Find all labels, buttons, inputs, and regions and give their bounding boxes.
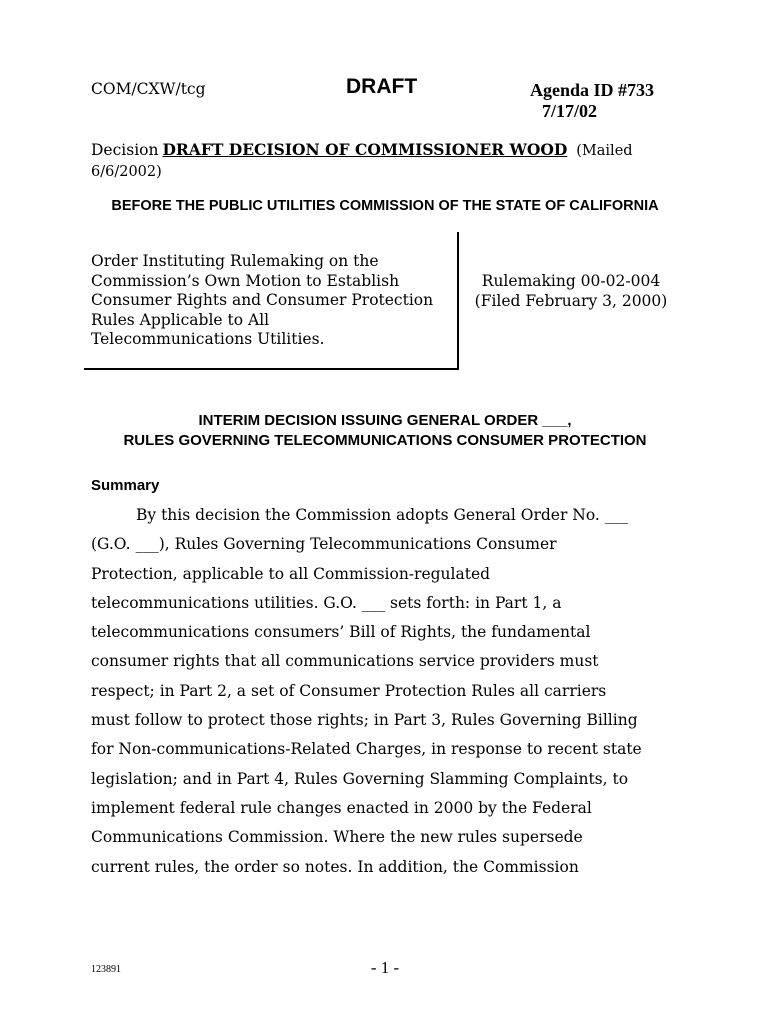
caption-horizontal-rule — [84, 368, 459, 370]
body-line: Communications Commission. Where the new rules supersede — [91, 828, 583, 847]
commission-heading: BEFORE THE PUBLIC UTILITIES COMMISSION OF THE STATE OF CALIFORNIA — [111, 198, 659, 214]
footer-document-id: 123891 — [91, 964, 121, 975]
interim-decision-title — [0, 411, 770, 451]
decision-prefix: Decision — [91, 141, 159, 159]
caption-left-line: Telecommunications Utilities. — [91, 330, 325, 349]
agenda-date: 7/17/02 — [542, 101, 598, 121]
body-line: for Non-communications-Related Charges, in response to recent state — [91, 740, 642, 759]
caption-left-line: Consumer Rights and Consumer Protection — [91, 291, 434, 310]
body-line: Protection, applicable to all Commission-regulated — [91, 564, 491, 583]
caption-left — [91, 252, 457, 350]
summary-heading: Summary — [91, 477, 160, 494]
caption-left-line: Rules Applicable to All — [91, 310, 270, 329]
header-docket-initials: COM/CXW/tcg — [91, 80, 206, 98]
agenda-id: Agenda ID #733 — [530, 80, 655, 100]
body-line: (G.O. ___), Rules Governing Telecommunications Consumer — [91, 535, 557, 554]
summary-paragraph — [91, 501, 681, 882]
body-line: telecommunications consumers’ Bill of Rights, the fundamental — [91, 623, 591, 642]
filed-date: (Filed February 3, 2000) — [474, 291, 668, 310]
caption-left-line: Commission’s Own Motion to Establish — [91, 271, 400, 290]
decision-title: DRAFT DECISION OF COMMISSIONER WOOD — [162, 140, 568, 159]
body-line: respect; in Part 2, a set of Consumer Protection Rules all carriers — [91, 681, 607, 700]
page-number: - 1 - — [370, 958, 400, 977]
caption-right — [460, 272, 682, 311]
draft-label: DRAFT — [346, 75, 418, 98]
decision-line — [91, 140, 681, 182]
mailed-date: (Mailed 6/6/2002) — [91, 143, 633, 180]
body-line: By this decision the Commission adopts General Order No. ___ — [136, 506, 629, 524]
body-line: legislation; and in Part 4, Rules Governing Slamming Complaints, to — [91, 769, 629, 788]
caption-vertical-rule — [457, 232, 459, 370]
interim-title-line: RULES GOVERNING TELECOMMUNICATIONS CONSUMER PROTECTION — [123, 432, 647, 449]
agenda-block — [530, 80, 654, 122]
caption-left-line: Order Instituting Rulemaking on the — [91, 252, 379, 270]
body-line: must follow to protect those rights; in Part 3, Rules Governing Billing — [91, 711, 638, 730]
body-line: telecommunications utilities. G.O. ___ sets forth: in Part 1, a — [91, 593, 562, 612]
body-line: consumer rights that all communications service providers must — [91, 652, 599, 671]
body-line: implement federal rule changes enacted in 2000 by the Federal — [91, 798, 592, 817]
interim-title-line: INTERIM DECISION ISSUING GENERAL ORDER ___, — [198, 412, 572, 429]
body-line: current rules, the order so notes. In addition, the Commission — [91, 857, 579, 876]
rulemaking-number: Rulemaking 00-02-004 — [481, 272, 661, 290]
